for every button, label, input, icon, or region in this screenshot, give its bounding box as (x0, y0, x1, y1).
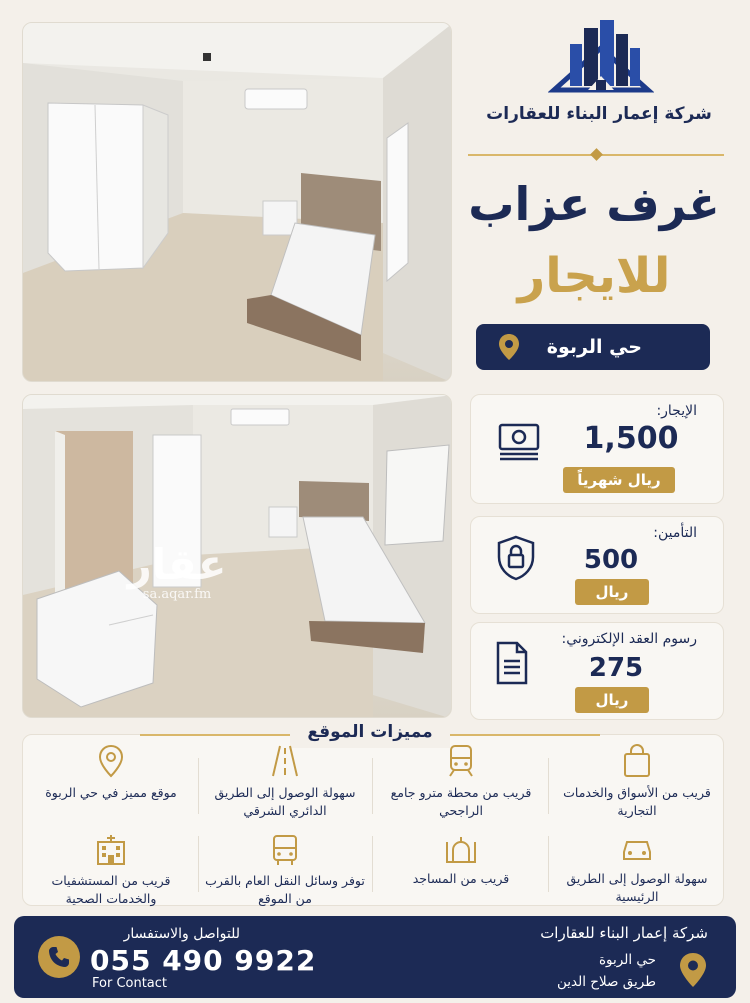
watermark-brand: عقار (127, 540, 227, 589)
car-icon (620, 834, 654, 864)
feature-hospitals (26, 834, 196, 908)
feature-text: قريب من محطة مترو جامع الراجحي (390, 785, 532, 818)
features-title: مميزات الموقع (290, 722, 450, 748)
room-photo-1 (22, 22, 452, 382)
separator (198, 836, 199, 892)
feature-text: قريب من المساجد (412, 871, 510, 886)
rent-label: الإيجار: (656, 403, 697, 419)
separator (548, 758, 549, 814)
metro-train-icon (446, 744, 476, 778)
road-icon (270, 744, 300, 778)
feature-metro (376, 744, 546, 820)
feature-text: قريب من المستشفيات والخدمات الصحية (51, 873, 171, 906)
feature-mosques (376, 834, 546, 888)
separator (372, 758, 373, 814)
features-divider-left (140, 734, 290, 736)
money-stack-icon (497, 421, 541, 461)
contract-fee-card (470, 622, 724, 720)
padlock-icon (495, 535, 537, 581)
phone-icon[interactable] (38, 936, 80, 978)
document-icon (495, 641, 529, 685)
footer-company: شركة إعمار البناء للعقارات (540, 924, 708, 942)
location-pin-icon (96, 744, 126, 778)
rent-unit: ريال شهرياً (563, 467, 675, 493)
footer-district: حي الربوة (598, 952, 656, 968)
deposit-label: التأمين: (653, 525, 697, 541)
feature-main-road (552, 834, 722, 906)
rent-card (470, 394, 724, 504)
shopping-bag-icon (622, 744, 652, 778)
divider-ornament (590, 148, 603, 161)
feature-prime-location (26, 744, 196, 802)
rent-value: 1,500 (583, 421, 679, 456)
feature-markets (552, 744, 722, 820)
separator (372, 836, 373, 892)
location-name: حي الربوة (546, 336, 642, 358)
contact-label: للتواصل والاستفسار (123, 926, 240, 942)
watermark-url: sa.aqar.fm (142, 587, 212, 602)
feature-text: سهولة الوصول إلى الطريق الدائري الشرقي (214, 785, 356, 818)
watermark (117, 540, 237, 602)
location-pin-icon (678, 952, 708, 988)
footer-street: طريق صلاح الدين (556, 974, 656, 990)
contract-fee-unit: ريال (575, 687, 649, 713)
headline-rooms: غرف عزاب (468, 177, 720, 231)
contact-footer (14, 916, 736, 998)
separator (198, 758, 199, 814)
feature-public-transport (200, 834, 370, 908)
location-pin-icon (498, 333, 520, 361)
feature-text: سهولة الوصول إلى الطريق الرئيسية (566, 871, 708, 904)
bus-icon (270, 834, 300, 866)
separator (548, 836, 549, 892)
feature-ring-road (200, 744, 370, 820)
contract-fee-label: رسوم العقد الإلكتروني: (561, 631, 697, 647)
company-name: شركة إعمار البناء للعقارات (486, 104, 712, 124)
contact-label-en: For Contact (92, 976, 168, 991)
room-photo-2 (22, 394, 452, 718)
features-divider-right (450, 734, 600, 736)
deposit-unit: ريال (575, 579, 649, 605)
feature-text: توفر وسائل النقل العام بالقرب من الموقع (205, 873, 365, 906)
location-badge (476, 324, 710, 370)
headline-for-rent: للايجار (517, 248, 671, 304)
deposit-value: 500 (583, 545, 639, 575)
feature-text: قريب من الأسواق والخدمات التجارية (563, 785, 711, 818)
mosque-icon (443, 834, 479, 864)
contract-fee-value: 275 (588, 653, 644, 683)
hospital-icon (94, 834, 128, 866)
feature-text: موقع مميز في حي الربوة (45, 785, 177, 800)
company-logo (548, 16, 654, 94)
deposit-card (470, 516, 724, 614)
phone-number[interactable]: 055 490 9922 (90, 944, 317, 977)
